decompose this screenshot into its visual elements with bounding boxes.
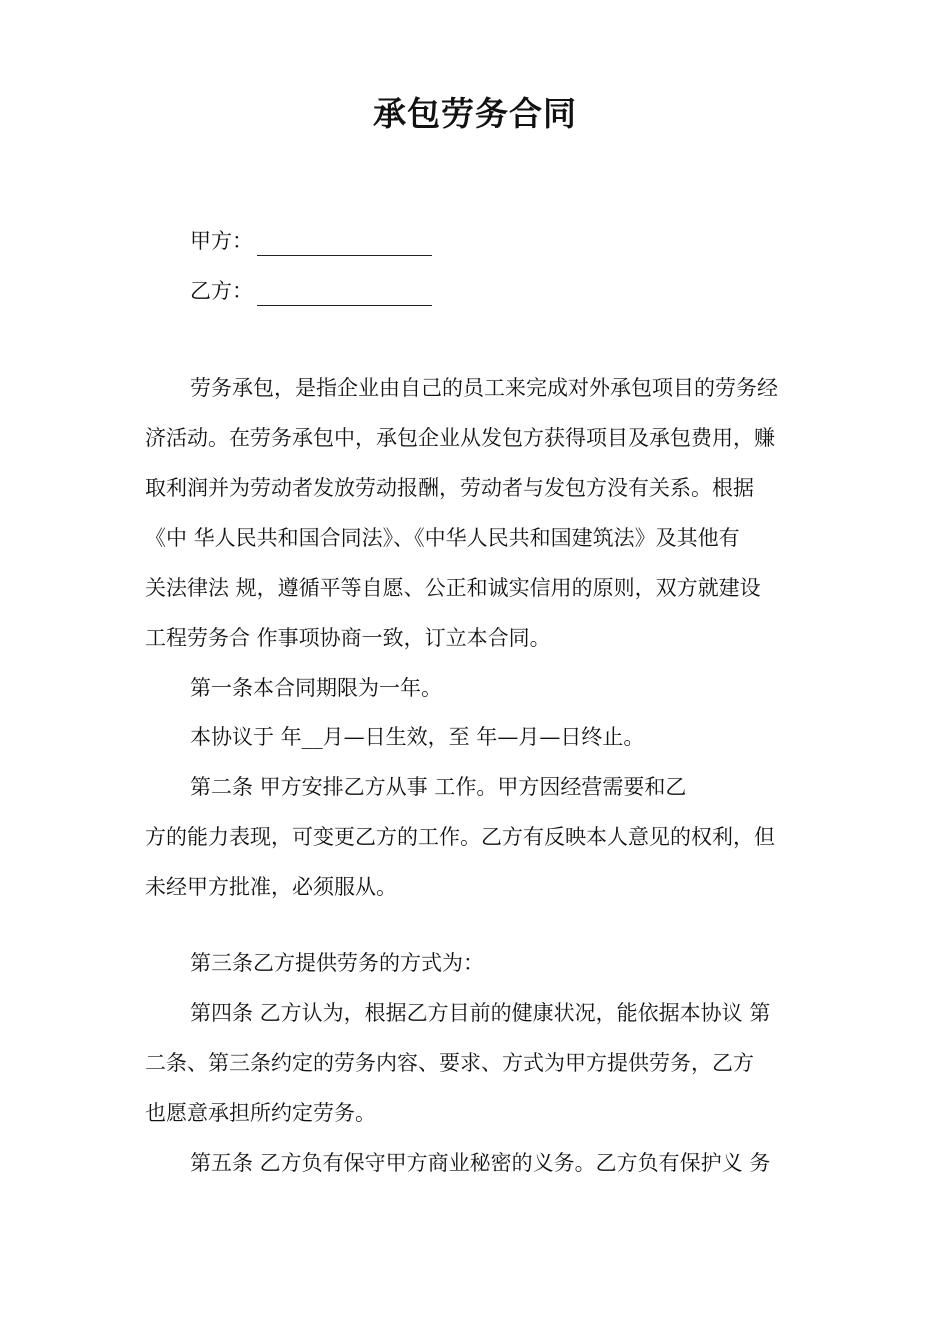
body-line: 方的能力表现，可变更乙方的工作。乙方有反映本人意见的权利，但 xyxy=(145,825,775,849)
body-line: 济活动。在劳务承包中，承包企业从发包方获得项目及承包费用，赚 xyxy=(145,426,775,450)
effective-date-line: 本协议于 年__月—日生效，至 年—月—日终止。 xyxy=(190,725,645,749)
article-1-line: 第一条本合同期限为一年。 xyxy=(190,676,442,700)
party-a-label: 甲方： xyxy=(190,229,253,253)
body-line: 未经甲方批准，必须服从。 xyxy=(145,875,397,899)
article-5-line: 第五条 乙方负有保守甲方商业秘密的义务。乙方负有保护义 务 xyxy=(190,1151,771,1175)
body-line: 劳务承包，是指企业由自己的员工来完成对外承包项目的劳务经 xyxy=(190,376,778,400)
document-title: 承包劳务合同 xyxy=(373,94,577,133)
party-a-line xyxy=(190,226,432,256)
party-b-blank[interactable] xyxy=(257,285,432,306)
party-b-line xyxy=(190,276,432,306)
body-line: 也愿意承担所约定劳务。 xyxy=(145,1101,376,1125)
article-4-line: 第四条 乙方认为，根据乙方目前的健康状况，能依据本协议 第 xyxy=(190,1001,771,1025)
article-2-line: 第二条 甲方安排乙方从事 工作。甲方因经营需要和乙 xyxy=(190,775,687,799)
body-line: 工程劳务合 作事项协商一致，订立本合同。 xyxy=(145,626,551,650)
party-a-blank[interactable] xyxy=(257,235,432,256)
party-b-label: 乙方： xyxy=(190,279,253,303)
article-3-line: 第三条乙方提供劳务的方式为： xyxy=(190,951,484,975)
body-line: 二条、第三条约定的劳务内容、要求、方式为甲方提供劳务，乙方 xyxy=(145,1051,754,1075)
body-line: 关法律法 规，遵循平等自愿、公正和诚实信用的原则，双方就建设 xyxy=(145,576,761,600)
body-line: 取利润并为劳动者发放劳动报酬，劳动者与发包方没有关系。根据 xyxy=(145,476,754,500)
body-line: 《中 华人民共和国合同法》、《中华人民共和国建筑法》及其他有 xyxy=(145,526,740,550)
